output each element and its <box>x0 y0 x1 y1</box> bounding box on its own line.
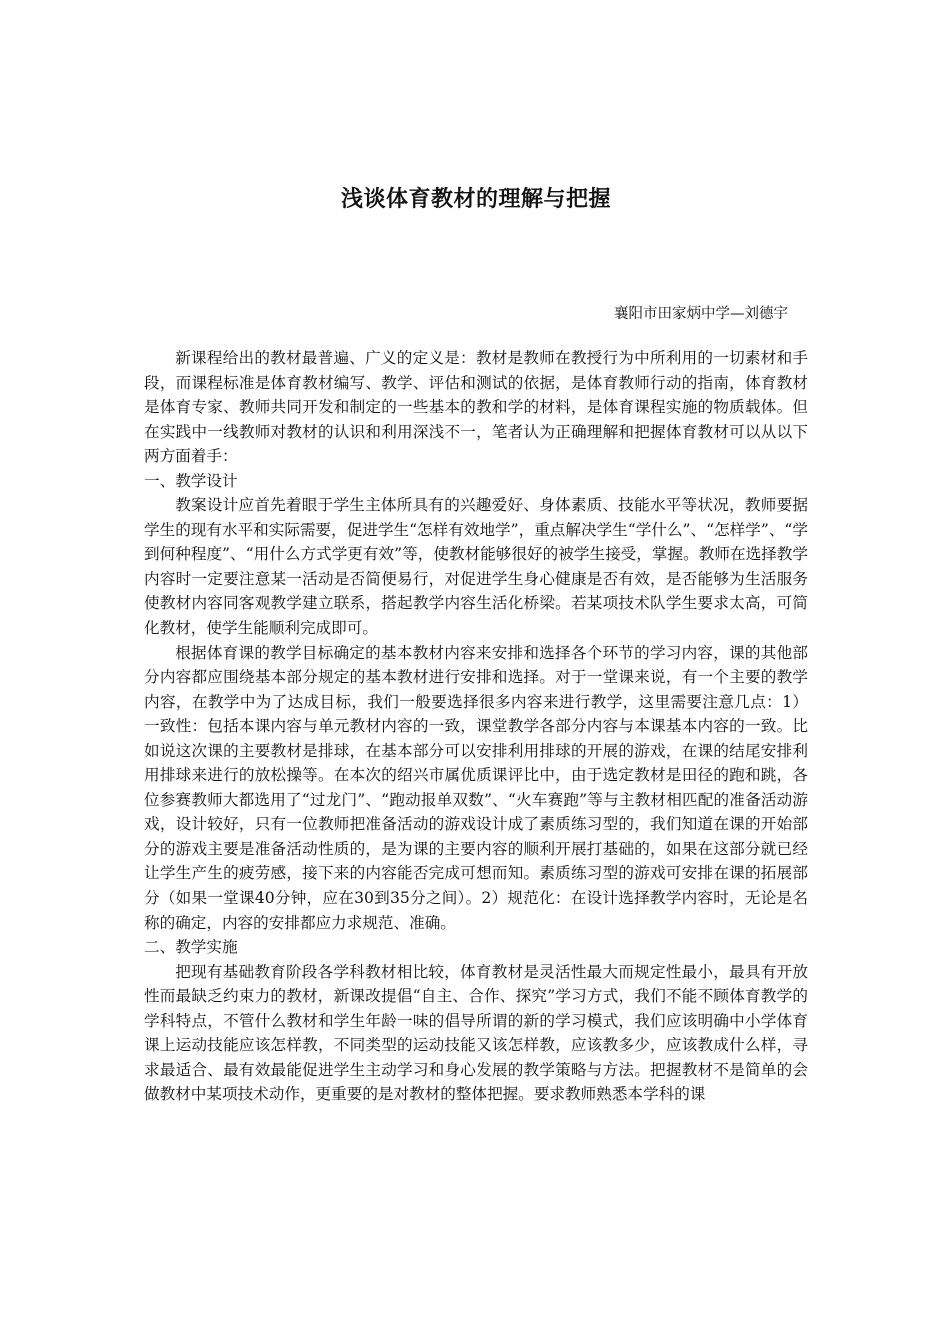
section-heading-teaching-design: 一、教学设计 <box>144 471 238 490</box>
document-page <box>144 0 808 1344</box>
paragraph-intro: 新课程给出的教材最普遍、广义的定义是：教材是教师在教授行为中所利用的一切素材和手段，而课程标准是体育教材编写、教学、评估和测试的依据，是体育教师行动的指南，体育教材是体育专家、教师共同开发和制定的一些基本的教和学的材料，是体育课程实施的物质载体。但在实践中一线教师对教材的认识和利用深浅不一，笔者认为正确理解和把握体育教材可以从以下两方面着手： <box>144 349 808 466</box>
paragraph-lesson-plan: 教案设计应首先着眼于学生主体所具有的兴趣爱好、身体素质、技能水平等状况，教师要据学生的现有水平和实际需要，促进学生“怎样有效地学”，重点解决学生“学什么”、“怎样学”、“学到何种程度”、“用什么方式学更有效”等，使教材能够很好的被学生接受，掌握。教师在选择教学内容时一定要注意某一活动是否简便易行，对促进学生身心健康是否有效，是否能够为生活服务使教材内容同客观教学建立联系，搭起教学内容生活化桥梁。若某项技术队学生要求太高，可简化教材，使学生能顺利完成即可。 <box>144 496 808 638</box>
section-heading-teaching-implementation: 二、教学实施 <box>144 938 238 957</box>
document-body <box>144 346 808 1107</box>
document-title: 浅谈体育教材的理解与把握 <box>340 187 611 212</box>
paragraph-implementation: 把现有基础教育阶段各学科教材相比较，体育教材是灵活性最大而规定性最小，最具有开放性而最缺乏约束力的教材，新课改提倡“自主、合作、探究”学习方式，我们不能不顾体育教学的学科特点，不管什么教材和学生年龄一味的倡导所谓的新的学习模式，我们应该明确中小学体育课上运动技能应该怎样教，不同类型的运动技能又该怎样教，应该教多少，应该教成什么样，寻求最适合、最有效最能促进学生主动学习和身心发展的教学策略与方法。把握教材不是简单的会做教材中某项技术动作，更重要的是对教材的整体把握。要求教师熟悉本学科的课 <box>144 962 808 1104</box>
paragraph-content-selection: 根据体育课的教学目标确定的基本教材内容来安排和选择各个环节的学习内容，课的其他部分内容都应围绕基本部分规定的基本教材进行安排和选择。对于一堂课来说，有一个主要的教学内容，在教学中为了达成目标，我们一般要选择很多内容来进行教学，这里需要注意几点：1）一致性：包括本课内容与单元教材内容的一致，课堂教学各部分内容与本课基本内容的一致。比如说这次课的主要教材是排球，在基本部分可以安排利用排球的开展的游戏，在课的结尾安排利用排球来进行的放松操等。在本次的绍兴市属优质课评比中，由于选定教材是田径的跑和跳，各位参赛教师大都选用了“过龙门”、“跑动报单双数”、“火车赛跑”等与主教材相匹配的准备活动游戏，设计较好，只有一位教师把准备活动的游戏设计成了素质练习型的，我们知道在课的开始部分的游戏主要是准备活动性质的，是为课的主要内容的顺利开展打基础的，如果在这部分就已经让学生产生的疲劳感，接下来的内容能否完成可想而知。素质练习型的游戏可安排在课的拓展部分（如果一堂课40分钟，应在30到35分之间）。2）规范化：在设计选择教学内容时，无论是名称的确定，内容的安排都应力求规范、准确。 <box>144 643 808 932</box>
author-line: 襄阳市田家炳中学—刘德宇 <box>614 306 788 322</box>
